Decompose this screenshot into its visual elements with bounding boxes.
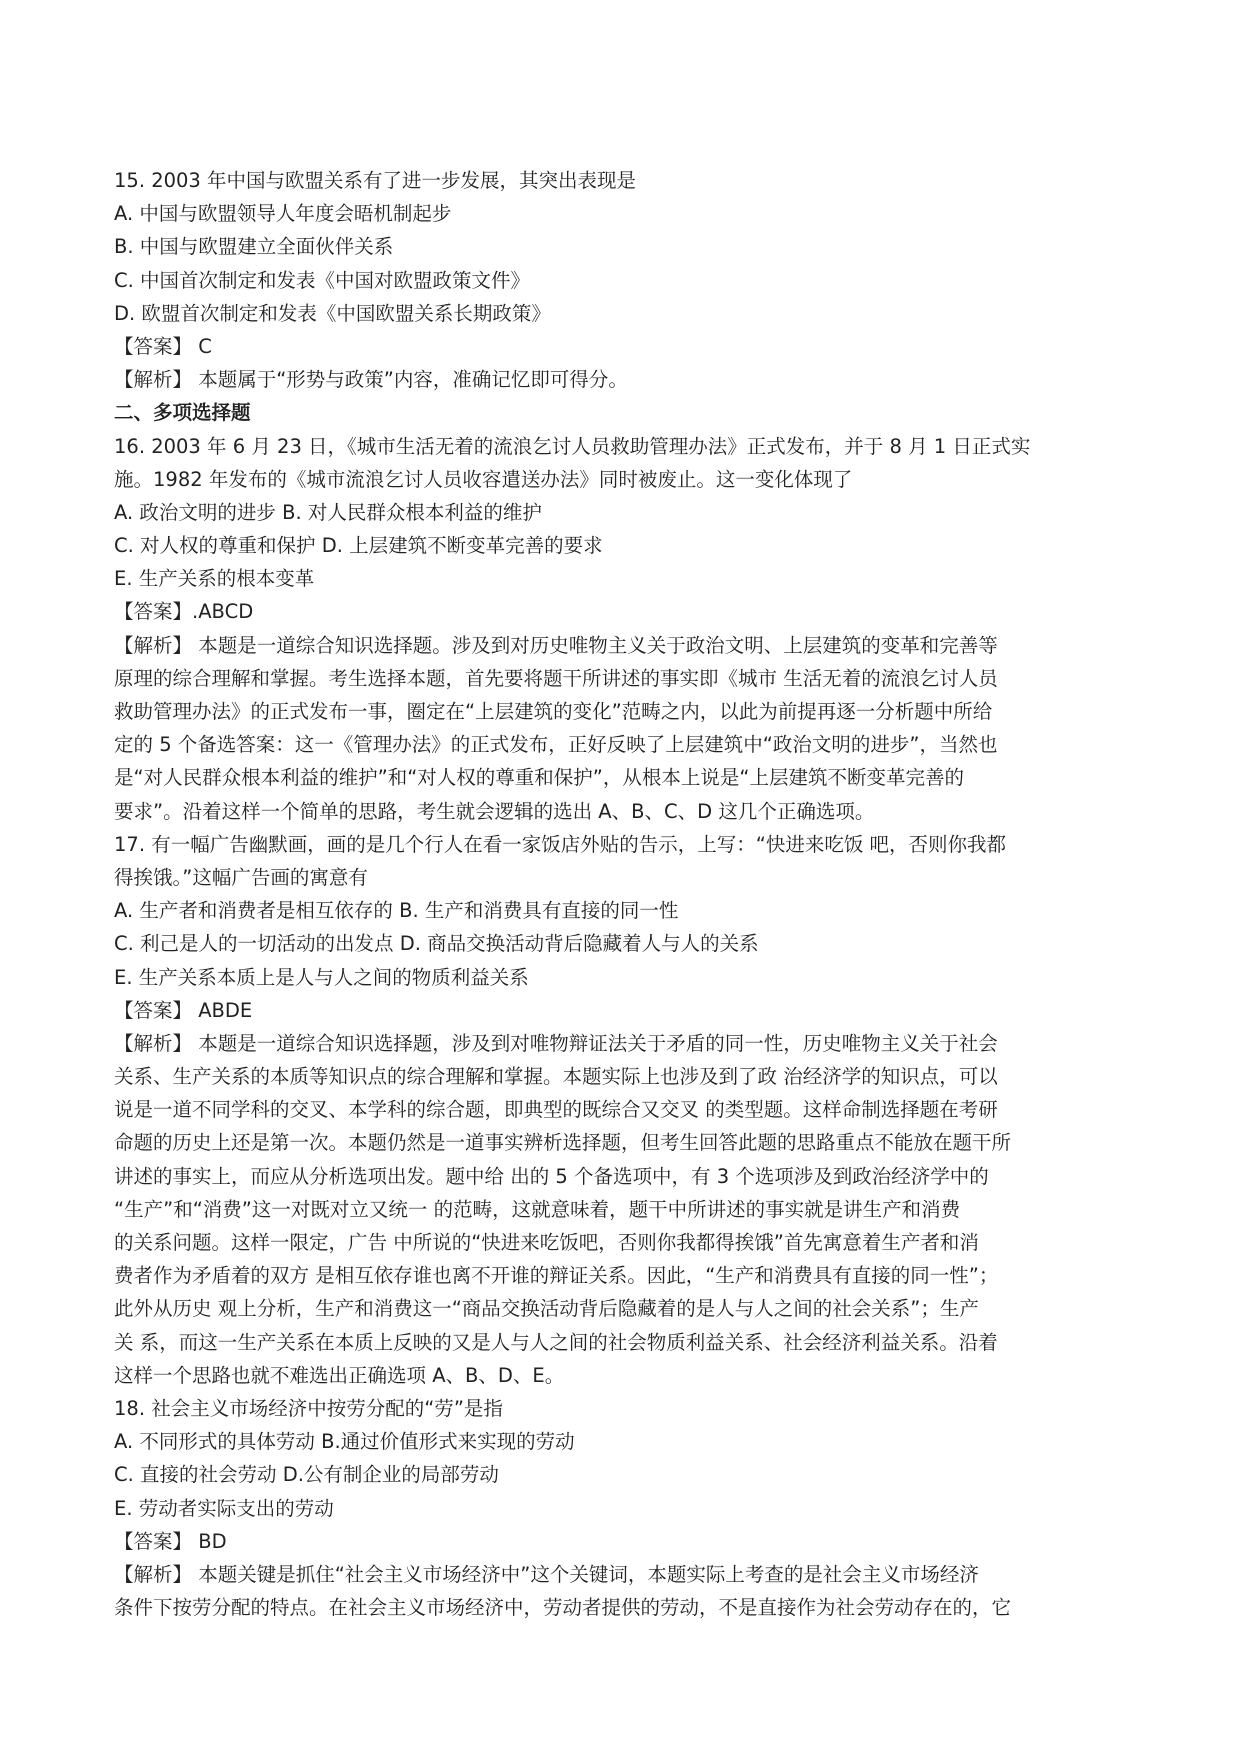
text-line: 关系、生产关系的本质等知识点的综合理解和掌握。本题实际上也涉及到了政 治经济学的知识点，可以 [114, 1065, 998, 1089]
text-line: 定的 5 个备选答案：这一《管理办法》的正式发布，正好反映了上层建筑中“政治文明的进步”，当然也 [114, 733, 998, 757]
text-line: C. 利己是人的一切活动的出发点 D. 商品交换活动背后隐藏着人与人的关系 [114, 932, 759, 956]
text-line: 得挨饿。”这幅广告画的寓意有 [114, 865, 368, 889]
text-line: 18. 社会主义市场经济中按劳分配的“劳”是指 [114, 1396, 503, 1420]
text-line: 15. 2003 年中国与欧盟关系有了进一步发展，其突出表现是 [114, 169, 637, 192]
text-line: 要求”。沿着这样一个简单的思路，考生就会逻辑的选出 A、B、C、D 这几个正确选项。 [114, 799, 875, 823]
text-line: 关 系，而这一生产关系在本质上反映的又是人与人之间的社会物质利益关系、社会经济利益关系。沿着 [114, 1330, 998, 1354]
text-line: 【解析】 本题是一道综合知识选择题，涉及到对唯物辩证法关于矛盾的同一性，历史唯物主义关于社会 [114, 1031, 998, 1055]
text-line: 是“对人民群众根本利益的维护”和“对人权的尊重和保护”，从根本上说是“上层建筑不断变革完善的 [114, 766, 965, 790]
text-line: 【答案】 C [114, 334, 212, 358]
text-line: A. 政治文明的进步 B. 对人民群众根本利益的维护 [114, 500, 542, 524]
text-line: 讲述的事实上，而应从分析选项出发。题中给 出的 5 个备选项中，有 3 个选项涉及到政治经济学中的 [114, 1164, 989, 1188]
text-line: E. 劳动者实际支出的劳动 [114, 1496, 334, 1520]
text-line: 救助管理办法》的正式发布一事，圈定在“上层建筑的变化”范畴之内，以此为前提再逐一分析题中所给 [114, 700, 993, 723]
text-line: 【答案】 BD [114, 1529, 227, 1553]
text-line: “生产”和“消费”这一对既对立又统一 的范畴，这就意味着，题干中所讲述的事实就是讲生产和消费 [114, 1197, 961, 1221]
text-line: 【解析】 本题属于“形势与政策”内容，准确记忆即可得分。 [114, 368, 628, 392]
text-line: E. 生产关系本质上是人与人之间的物质利益关系 [114, 965, 529, 989]
text-line: 说是一道不同学科的交叉、本学科的综合题，即典型的既综合又交叉 的类型题。这样命制选择题在考研 [114, 1098, 998, 1122]
text-line: 原理的综合理解和掌握。考生选择本题，首先要将题干所讲述的事实即《城市 生活无着的流浪乞讨人员 [114, 666, 998, 690]
text-line: C. 直接的社会劳动 D.公有制企业的局部劳动 [114, 1463, 499, 1487]
text-line: 条件下按劳分配的特点。在社会主义市场经济中，劳动者提供的劳动，不是直接作为社会劳动存在的，它 [114, 1596, 1012, 1620]
text-line: D. 欧盟首次制定和发表《中国欧盟关系长期政策》 [114, 301, 551, 325]
document-page [114, 164, 1136, 1624]
text-line: 【解析】 本题关键是抓住“社会主义市场经济中”这个关键词，本题实际上考查的是社会主义市场经济 [114, 1562, 979, 1586]
text-line: 此外从历史 观上分析，生产和消费这一“商品交换活动背后隐藏着的是人与人之间的社会关系”；生产 [114, 1297, 979, 1321]
text-line: 【答案】.ABCD [114, 600, 254, 624]
text-line: 费者作为矛盾着的双方 是相互依存谁也离不开谁的辩证关系。因此，“生产和消费具有直接的同一性”； [114, 1264, 999, 1288]
text-line: 命题的历史上还是第一次。本题仍然是一道事实辨析选择题，但考生回答此题的思路重点不能放在题干所 [114, 1131, 1012, 1155]
text-line: E. 生产关系的根本变革 [114, 567, 315, 591]
text-line: 17. 有一幅广告幽默画，画的是几个行人在看一家饭店外贴的告示，上写：“快进来吃饭 吧，否则你我都 [114, 832, 1007, 856]
section-heading: 二、多项选择题 [114, 401, 251, 425]
text-line: 【解析】 本题是一道综合知识选择题。涉及到对历史唯物主义关于政治文明、上层建筑的变革和完善等 [114, 633, 998, 657]
text-line: C. 中国首次制定和发表《中国对欧盟政策文件》 [114, 268, 531, 292]
text-line: 的关系问题。这样一限定，广告 中所说的“快进来吃饭吧，否则你我都得挨饿”首先寓意着生产者和消 [114, 1231, 979, 1254]
text-line: 施。1982 年发布的《城市流浪乞讨人员收容遣送办法》同时被废止。这一变化体现了 [114, 467, 853, 491]
text-line: 这样一个思路也就不难选出正确选项 A、B、D、E。 [114, 1363, 565, 1387]
text-line: A. 不同形式的具体劳动 B.通过价值形式来实现的劳动 [114, 1430, 575, 1454]
text-line: B. 中国与欧盟建立全面伙伴关系 [114, 235, 394, 259]
text-line: C. 对人权的尊重和保护 D. 上层建筑不断变革完善的要求 [114, 534, 603, 558]
text-line: A. 中国与欧盟领导人年度会晤机制起步 [114, 202, 452, 226]
text-line: 【答案】 ABDE [114, 998, 253, 1022]
text-line: A. 生产者和消费者是相互依存的 B. 生产和消费具有直接的同一性 [114, 899, 679, 923]
text-line: 16. 2003 年 6 月 23 日，《城市生活无着的流浪乞讨人员救助管理办法》正式发布，并于 8 月 1 日正式实 [114, 434, 1031, 458]
